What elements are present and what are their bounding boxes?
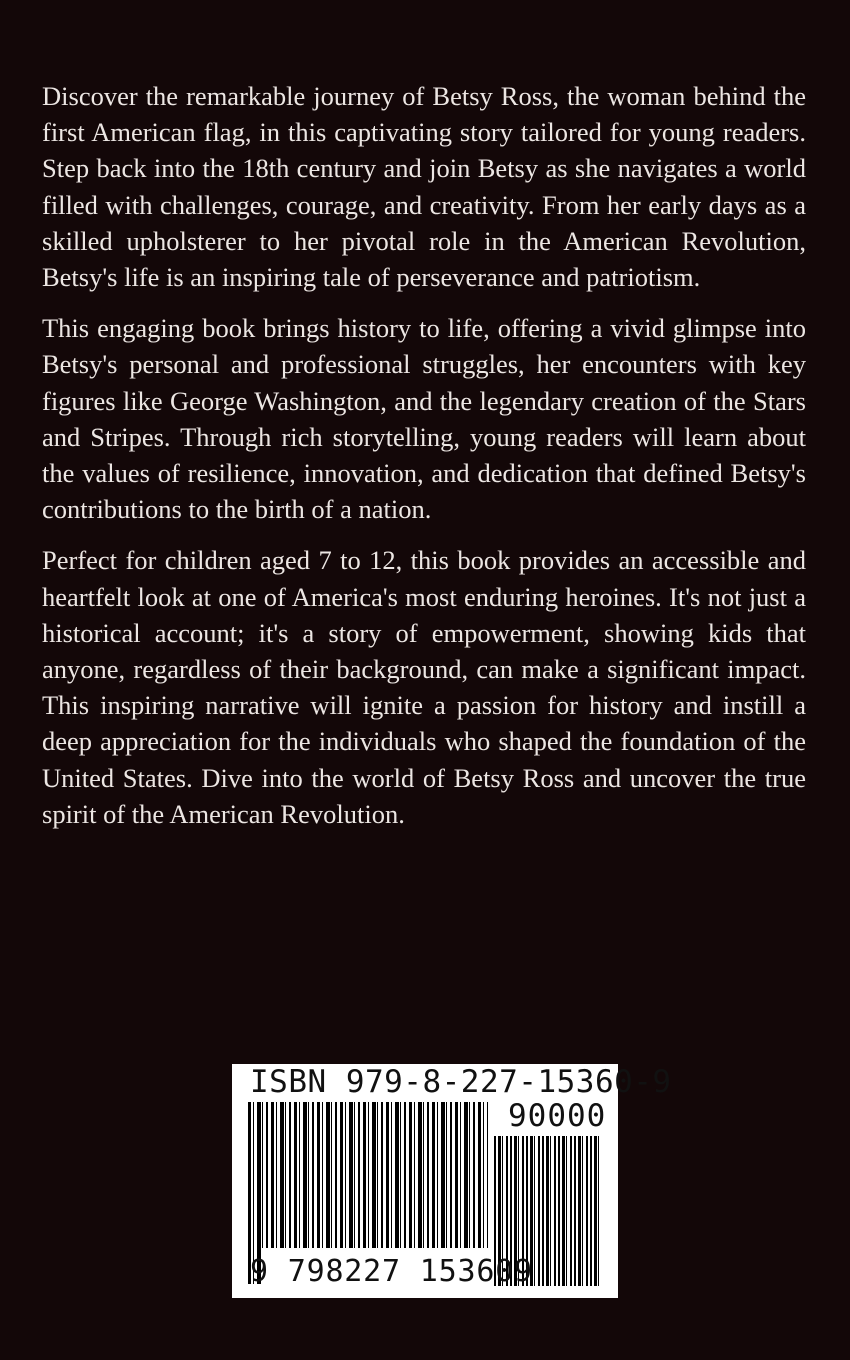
- blurb-paragraph-1: Discover the remarkable journey of Betsy Ross, the woman behind the first American flag, in this captivating story tailored for young readers. Step back into the 18th century and join Betsy as she navigates a world filled with challenges, courage, and creativity. From her early days as a skilled upholsterer to her pivotal role in the American Revolution, Betsy's life is an inspiring tale of perseverance and patriotism.: [42, 81, 806, 293]
- isbn-label: ISBN 979-8-227-15360-9: [250, 1064, 672, 1100]
- isbn-barcode: [232, 1064, 672, 1298]
- blurb-paragraph-3: Perfect for children aged 7 to 12, this book provides an accessible and heartfelt look at one of America's most enduring heroines. It's not just a historical account; it's a story of empowerment, showing kids that anyone, regardless of their background, can make a significant impact. This inspiring narrative will ignite a passion for history and instill a deep appreciation for the individuals who shaped the foundation of the United States. Dive into the world of Betsy Ross and uncover the true spirit of the American Revolution.: [42, 545, 806, 829]
- back-cover-blurb: [42, 78, 806, 847]
- ean-digits: 9 798227 153609: [250, 1254, 533, 1289]
- price-code: 90000: [508, 1098, 607, 1134]
- blurb-paragraph-2: This engaging book brings history to life, offering a vivid glimpse into Betsy's personal and professional struggles, her encounters with key figures like George Washington, and the legendary creation of the Stars and Stripes. Through rich storytelling, young readers will learn about the values of resilience, innovation, and dedication that defined Betsy's contributions to the birth of a nation.: [42, 313, 806, 525]
